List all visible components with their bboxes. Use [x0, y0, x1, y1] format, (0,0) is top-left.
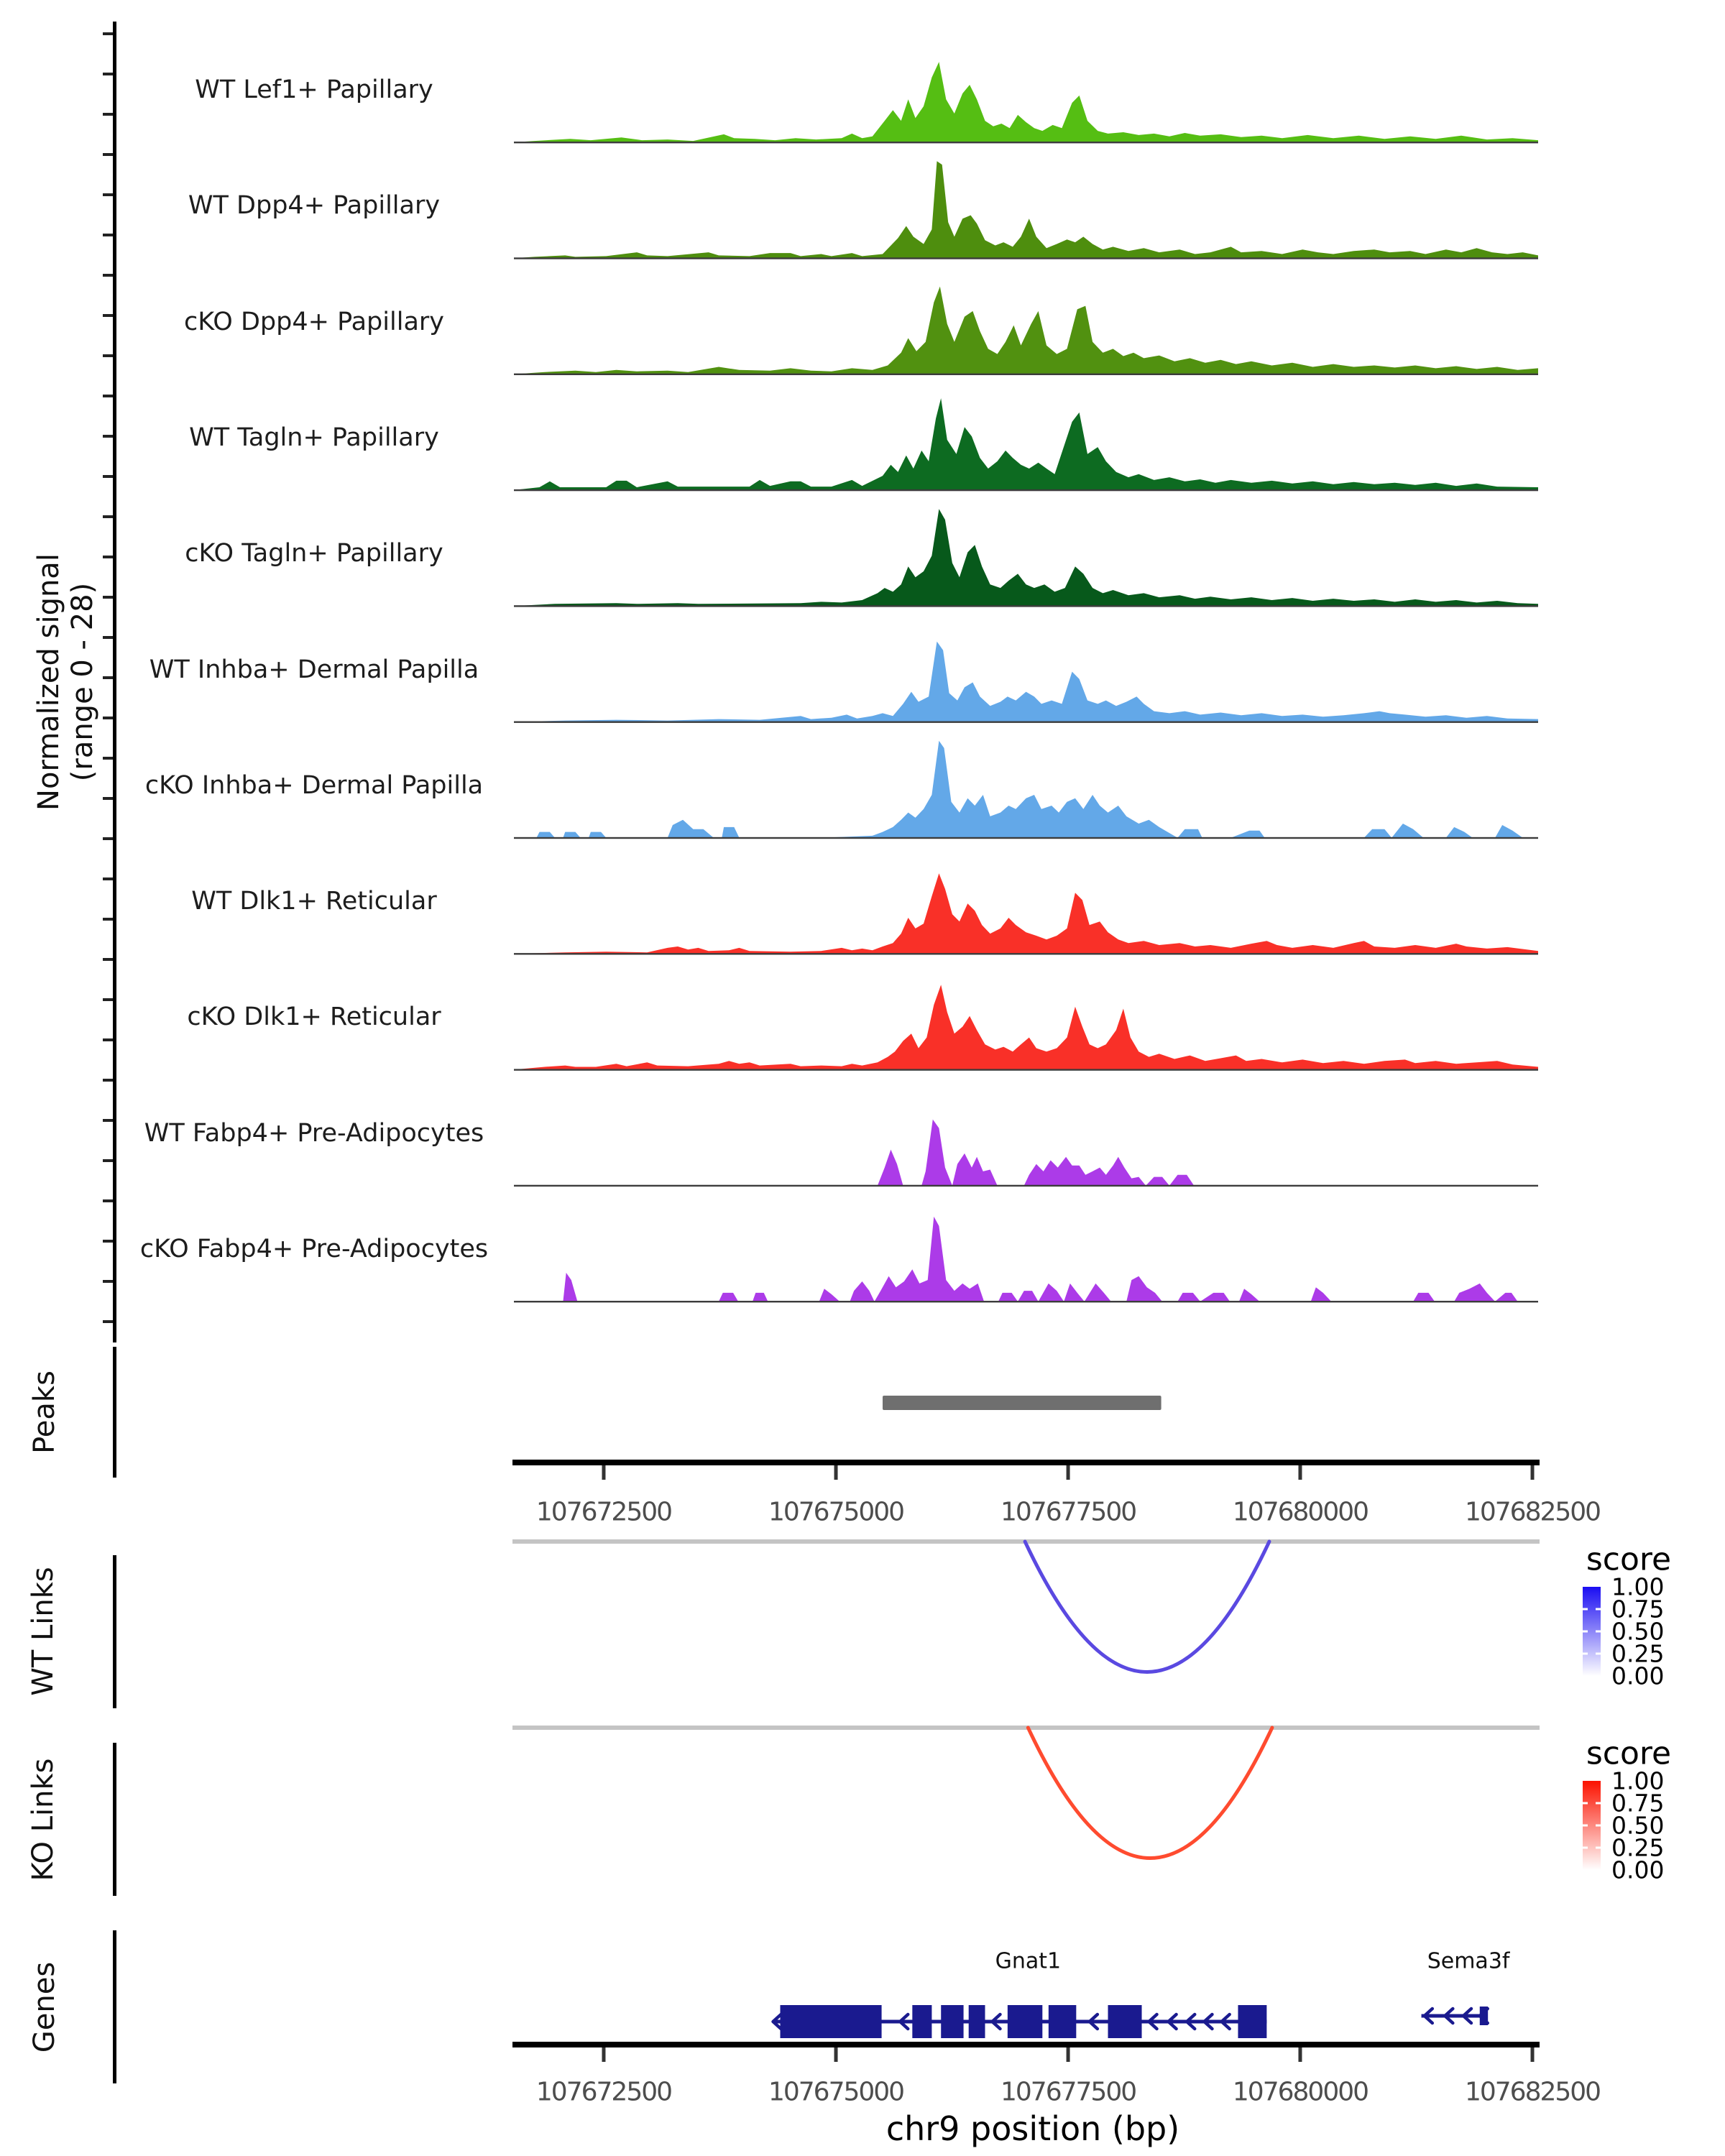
- signal-axis-tick: [103, 1038, 113, 1041]
- signal-axis-tick: [103, 395, 113, 397]
- track-label: cKO Tagln+ Papillary: [185, 539, 443, 568]
- track-baseline: [514, 142, 1538, 143]
- signal-axis-tick: [103, 32, 113, 35]
- lower-x-tick-label: 107675000: [768, 2077, 904, 2107]
- track-baseline: [514, 837, 1538, 839]
- track-baseline: [514, 257, 1538, 259]
- signal-axis-tick: [103, 314, 113, 317]
- signal-axis-tick: [103, 877, 113, 880]
- signal-axis-tick: [103, 998, 113, 1001]
- track-baseline: [514, 1069, 1538, 1070]
- track-label: cKO Dlk1+ Reticular: [187, 1003, 441, 1032]
- ko-links-section-label: KO Links: [27, 1758, 60, 1881]
- lower-x-axis-tick: [602, 2047, 605, 2062]
- lower-x-tick-label: 107672500: [535, 2077, 672, 2107]
- coverage-area: [514, 509, 1538, 606]
- signal-axis-tick: [103, 1159, 113, 1162]
- ko-links-bracket: [113, 1743, 116, 1896]
- upper-x-axis-line: [512, 1460, 1540, 1465]
- score-legends: [1583, 1587, 1601, 1870]
- wt-links-bracket: [113, 1555, 116, 1708]
- track-label: cKO Dpp4+ Papillary: [184, 307, 444, 336]
- lower-x-tick-label: 107682500: [1464, 2077, 1601, 2107]
- signal-axis-tick: [103, 717, 113, 719]
- score-legend-tick-label: 0.75: [1611, 1595, 1665, 1623]
- score-legend-tick-label: 0.75: [1611, 1789, 1665, 1818]
- track-baseline: [514, 722, 1538, 723]
- gene-name-label: Sema3f: [1427, 1948, 1510, 1974]
- signal-tracks: [514, 62, 1538, 1302]
- coverage-area: [514, 1120, 1538, 1186]
- signal-axis-tick: [103, 1079, 113, 1082]
- score-legend-tick-label: 0.25: [1611, 1639, 1665, 1668]
- signal-axis-title-line2: (range 0 - 28): [66, 582, 99, 782]
- upper-x-tick-label: 107677500: [1000, 1497, 1136, 1527]
- lower-x-axis-tick: [1067, 2047, 1070, 2062]
- signal-axis-tick: [103, 757, 113, 760]
- gene-exon: [1108, 2005, 1142, 2038]
- wt-links-section-label: WT Links: [27, 1567, 60, 1696]
- signal-axis-tick: [103, 113, 113, 116]
- signal-axis-tick: [103, 636, 113, 639]
- signal-axis-tick: [103, 556, 113, 558]
- gene-exon: [1008, 2005, 1042, 2038]
- track-baseline: [514, 489, 1538, 491]
- gene-exon: [781, 2005, 882, 2038]
- signal-axis-tick: [103, 515, 113, 518]
- upper-x-axis-tick: [1067, 1465, 1070, 1480]
- peaks-section-label: Peaks: [28, 1370, 61, 1454]
- links-tracks: [512, 1539, 1540, 1858]
- gene-exon: [912, 2005, 932, 2038]
- upper-x-tick-label: 107675000: [768, 1497, 904, 1527]
- track-label: WT Dlk1+ Reticular: [191, 887, 437, 916]
- coverage-area: [514, 287, 1538, 374]
- track-label: cKO Inhba+ Dermal Papilla: [144, 770, 484, 800]
- link-arc: [1025, 1542, 1269, 1672]
- peaks-track: [883, 1396, 1162, 1410]
- track-label: WT Fabp4+ Pre-Adipocytes: [144, 1118, 484, 1148]
- score-bar-tick: [1583, 1802, 1588, 1805]
- lower-x-axis-tick: [1531, 2047, 1535, 2062]
- lower-x-axis-tick: [834, 2047, 838, 2062]
- score-bar-tick: [1596, 1608, 1601, 1611]
- wt-score-legend-title: score: [1586, 1541, 1672, 1578]
- signal-axis-title-line1: Normalized signal: [32, 553, 65, 811]
- gene-exon: [969, 2005, 985, 2038]
- score-bar-tick: [1583, 1608, 1588, 1611]
- signal-axis-tick: [103, 153, 113, 156]
- track-baseline: [514, 1185, 1538, 1187]
- coverage-area: [514, 873, 1538, 954]
- track-baseline: [514, 953, 1538, 954]
- signal-axis-tick: [103, 193, 113, 196]
- coverage-area: [514, 741, 1538, 838]
- coverage-area: [514, 985, 1538, 1069]
- signal-axis-tick: [103, 676, 113, 679]
- gene-name-label: Gnat1: [995, 1948, 1062, 1974]
- signal-axis-tick: [103, 1240, 113, 1243]
- score-bar-tick: [1596, 1825, 1601, 1827]
- coverage-area: [514, 398, 1538, 490]
- upper-x-tick-label: 107672500: [535, 1497, 672, 1527]
- track-baseline: [514, 605, 1538, 607]
- score-legend-tick-label: 0.50: [1611, 1811, 1665, 1840]
- signal-axis-tick: [103, 354, 113, 357]
- gene-exon: [1238, 2005, 1266, 2038]
- signal-axis-tick: [103, 234, 113, 236]
- link-arc: [1028, 1728, 1272, 1858]
- peaks-bracket: [113, 1347, 116, 1478]
- gene-exon: [1049, 2005, 1076, 2038]
- score-bar-tick: [1583, 1847, 1588, 1849]
- coverage-area: [514, 62, 1538, 142]
- ko-score-legend-title: score: [1586, 1735, 1672, 1772]
- track-label: WT Dpp4+ Papillary: [188, 191, 441, 221]
- signal-axis-tick: [103, 958, 113, 961]
- lower-x-axis-line: [512, 2042, 1540, 2047]
- upper-x-tick-label: 107680000: [1232, 1497, 1368, 1527]
- score-legend-tick-label: 0.50: [1611, 1617, 1665, 1646]
- upper-x-axis-tick: [602, 1465, 605, 1480]
- upper-x-axis-tick: [834, 1465, 838, 1480]
- track-baseline: [514, 374, 1538, 375]
- links-baseline: [512, 1726, 1540, 1730]
- gene-exon: [941, 2005, 963, 2038]
- upper-x-axis-tick: [1531, 1465, 1535, 1480]
- track-label: cKO Fabp4+ Pre-Adipocytes: [139, 1235, 489, 1263]
- coverage-area: [514, 161, 1538, 258]
- signal-axis-title: [32, 553, 100, 811]
- score-bar-tick: [1583, 1631, 1588, 1633]
- coverage-area: [514, 1217, 1538, 1302]
- lower-x-tick-label: 107677500: [1000, 2077, 1136, 2107]
- gene-exon: [1480, 2007, 1488, 2025]
- lower-x-axis-tick: [1298, 2047, 1302, 2062]
- score-bar-tick: [1596, 1653, 1601, 1655]
- signal-axis-tick: [103, 73, 113, 75]
- track-label: WT Tagln+ Papillary: [189, 423, 439, 452]
- upper-x-axis-tick: [1298, 1465, 1302, 1480]
- score-legend-tick-label: 1.00: [1611, 1766, 1665, 1795]
- signal-axis-tick: [103, 1119, 113, 1122]
- signal-axis-tick: [103, 274, 113, 277]
- upper-x-tick-label: 107682500: [1464, 1497, 1601, 1527]
- signal-axis-tick: [103, 435, 113, 438]
- track-baseline: [514, 1301, 1538, 1302]
- lower-x-tick-label: 107680000: [1232, 2077, 1368, 2107]
- track-label: WT Inhba+ Dermal Papilla: [149, 655, 479, 684]
- signal-axis-tick: [103, 837, 113, 840]
- score-legend-tick-label: 0.00: [1611, 1856, 1665, 1884]
- score-bar-tick: [1596, 1847, 1601, 1849]
- signal-axis-tick: [103, 596, 113, 599]
- signal-axis-tick: [103, 1280, 113, 1283]
- score-bar-tick: [1583, 1825, 1588, 1827]
- signal-axis-spine: [113, 22, 116, 1342]
- score-bar-tick: [1596, 1802, 1601, 1805]
- track-label: WT Lef1+ Papillary: [195, 75, 433, 104]
- signal-axis-tick: [103, 1199, 113, 1202]
- score-legend-tick-label: 0.00: [1611, 1662, 1665, 1690]
- genes-section-label: Genes: [28, 1961, 61, 2053]
- signal-axis-tick: [103, 475, 113, 478]
- score-legend-tick-label: 1.00: [1611, 1572, 1665, 1601]
- signal-axis-tick: [103, 1320, 113, 1323]
- genes-track: [773, 2005, 1489, 2038]
- coverage-area: [514, 642, 1538, 722]
- x-axis-title: chr9 position (bp): [886, 2109, 1180, 2148]
- score-legend-tick-label: 0.25: [1611, 1833, 1665, 1862]
- signal-axis-tick: [103, 797, 113, 800]
- signal-axis-tick: [103, 918, 113, 921]
- score-bar-tick: [1596, 1631, 1601, 1633]
- gene-body-line: [1422, 2014, 1487, 2018]
- score-bar-tick: [1583, 1653, 1588, 1655]
- genes-bracket: [113, 1930, 116, 2083]
- peak-region-bar: [883, 1396, 1162, 1410]
